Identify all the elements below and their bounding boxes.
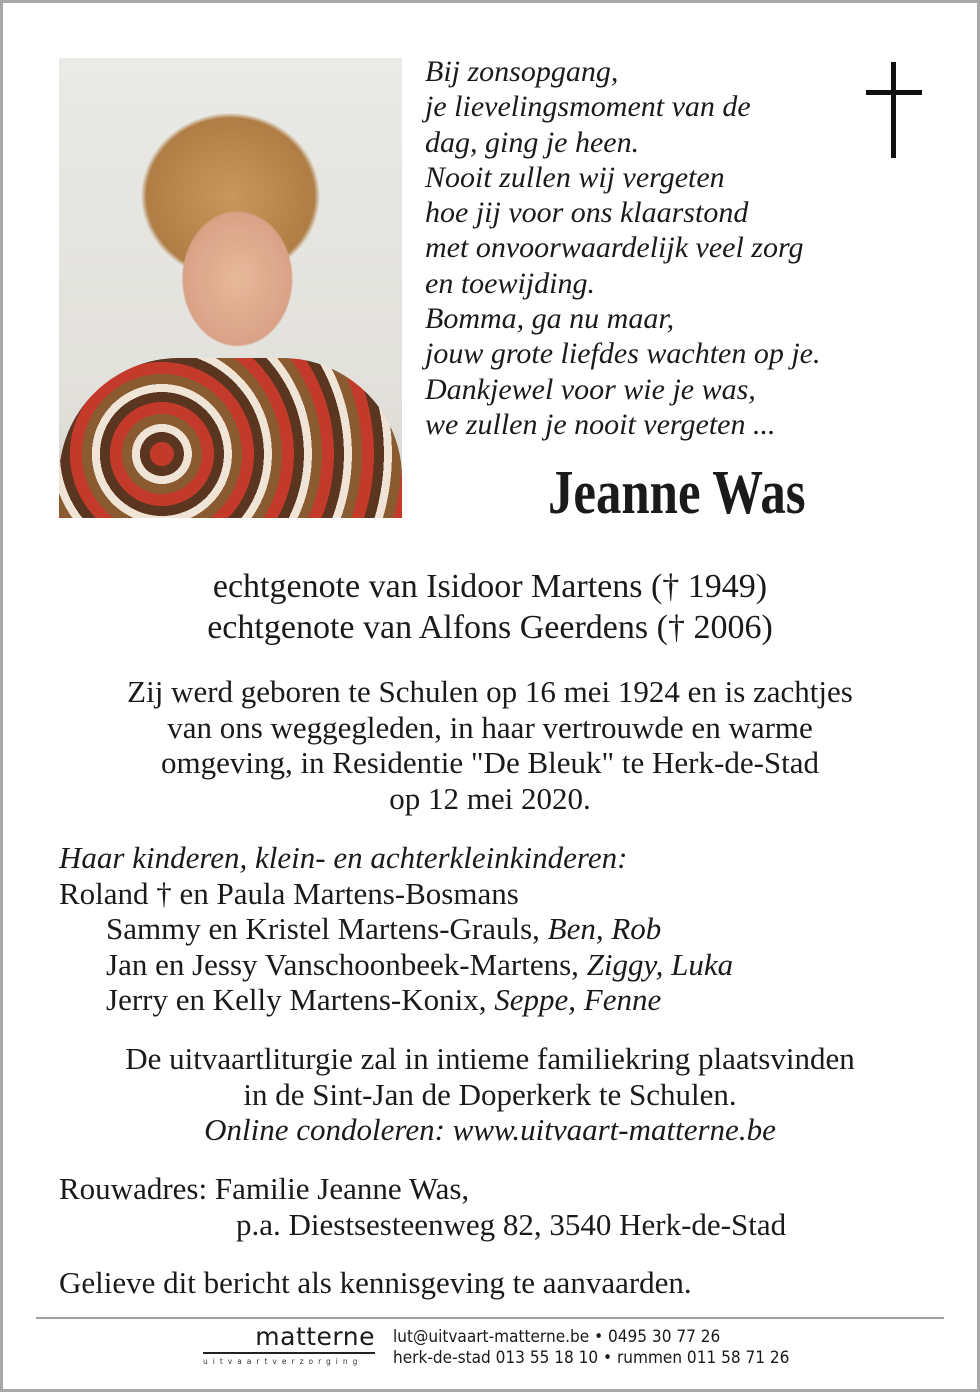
poem-line: met onvoorwaardelijk veel zorg <box>425 231 804 265</box>
poem-line: hoe jij voor ons klaarstond <box>425 196 749 230</box>
floral-dress <box>59 358 402 518</box>
family-list <box>59 840 733 1018</box>
children: Ziggy, Luka <box>586 946 734 982</box>
cross-icon <box>866 62 922 158</box>
family-member <box>59 911 733 947</box>
poem-line: Nooit zullen wij vergeten <box>425 160 725 194</box>
spouses <box>0 566 980 648</box>
parents: Jerry en Kelly Martens-Konix, <box>106 982 495 1017</box>
poem-line: en toewijding. <box>425 266 595 300</box>
family-head: Roland † en Paula Martens-Bosmans <box>59 875 519 911</box>
poem <box>425 54 821 442</box>
deceased-name: Jeanne Was <box>548 459 806 527</box>
contact-line: herk-de-stad 013 55 18 10 • rummen 011 58 71 26 <box>393 1348 790 1367</box>
children: Ben, Rob <box>547 911 662 946</box>
text-line: Zij werd geboren te Schulen op 16 mei 1924 en is zachtjes <box>127 674 853 709</box>
poem-line: we zullen je nooit vergeten ... <box>425 407 776 441</box>
poem-line: je lievelingsmoment van de <box>425 90 751 124</box>
contact-info <box>393 1326 789 1368</box>
text-line: p.a. Diestsesteenweg 82, 3540 Herk-de-Stad <box>236 1206 787 1242</box>
parents: Jan en Jessy Vanschoonbeek-Martens, <box>106 946 587 982</box>
spouse-line: echtgenote van Alfons Geerdens († 2006) <box>207 609 773 646</box>
matterne-logo <box>203 1323 375 1366</box>
poem-line: jouw grote liefdes wachten op je. <box>425 337 821 371</box>
logo-subtitle: uitvaartverzorging <box>203 1357 363 1366</box>
family-member <box>59 982 733 1018</box>
online-condolence-link[interactable]: Online condoleren: www.uitvaart-matterne.be <box>204 1112 776 1147</box>
poem-line: dag, ging je heen. <box>425 125 640 159</box>
children: Seppe, Fenne <box>494 982 662 1017</box>
text-line: Rouwadres: Familie Jeanne Was, <box>59 1171 470 1206</box>
parents: Sammy en Kristel Martens-Grauls, <box>106 911 548 946</box>
spouse-line: echtgenote van Isidoor Martens († 1949) <box>212 568 768 605</box>
family-intro: Haar kinderen, klein- en achterkleinkinderen: <box>59 840 628 875</box>
mourning-address <box>59 1171 786 1242</box>
poem-line: Dankjewel voor wie je was, <box>425 372 756 406</box>
funeral-info <box>0 1041 980 1148</box>
text-line: op 12 mei 2020. <box>389 780 591 816</box>
poem-line: Bomma, ga nu maar, <box>425 302 675 336</box>
family-member <box>59 947 733 983</box>
text-line: in de Sint-Jan de Doperkerk te Schulen. <box>243 1076 737 1112</box>
logo-word: matterne <box>255 1322 375 1351</box>
text-line: De uitvaartliturgie zal in intieme familiekring plaatsvinden <box>125 1041 855 1076</box>
portrait-photo <box>59 58 402 518</box>
divider <box>36 1317 944 1319</box>
text-line: omgeving, in Residentie "De Bleuk" te Herk-de-Stad <box>160 745 820 780</box>
birth-death-text <box>0 674 980 816</box>
poem-line: Bij zonsopgang, <box>425 55 619 88</box>
contact-line: lut@uitvaart-matterne.be • 0495 30 77 26 <box>393 1327 721 1346</box>
notice: Gelieve dit bericht als kennisgeving te aanvaarden. <box>59 1265 692 1300</box>
text-line: van ons weggegleden, in haar vertrouwde en warme <box>167 709 813 745</box>
